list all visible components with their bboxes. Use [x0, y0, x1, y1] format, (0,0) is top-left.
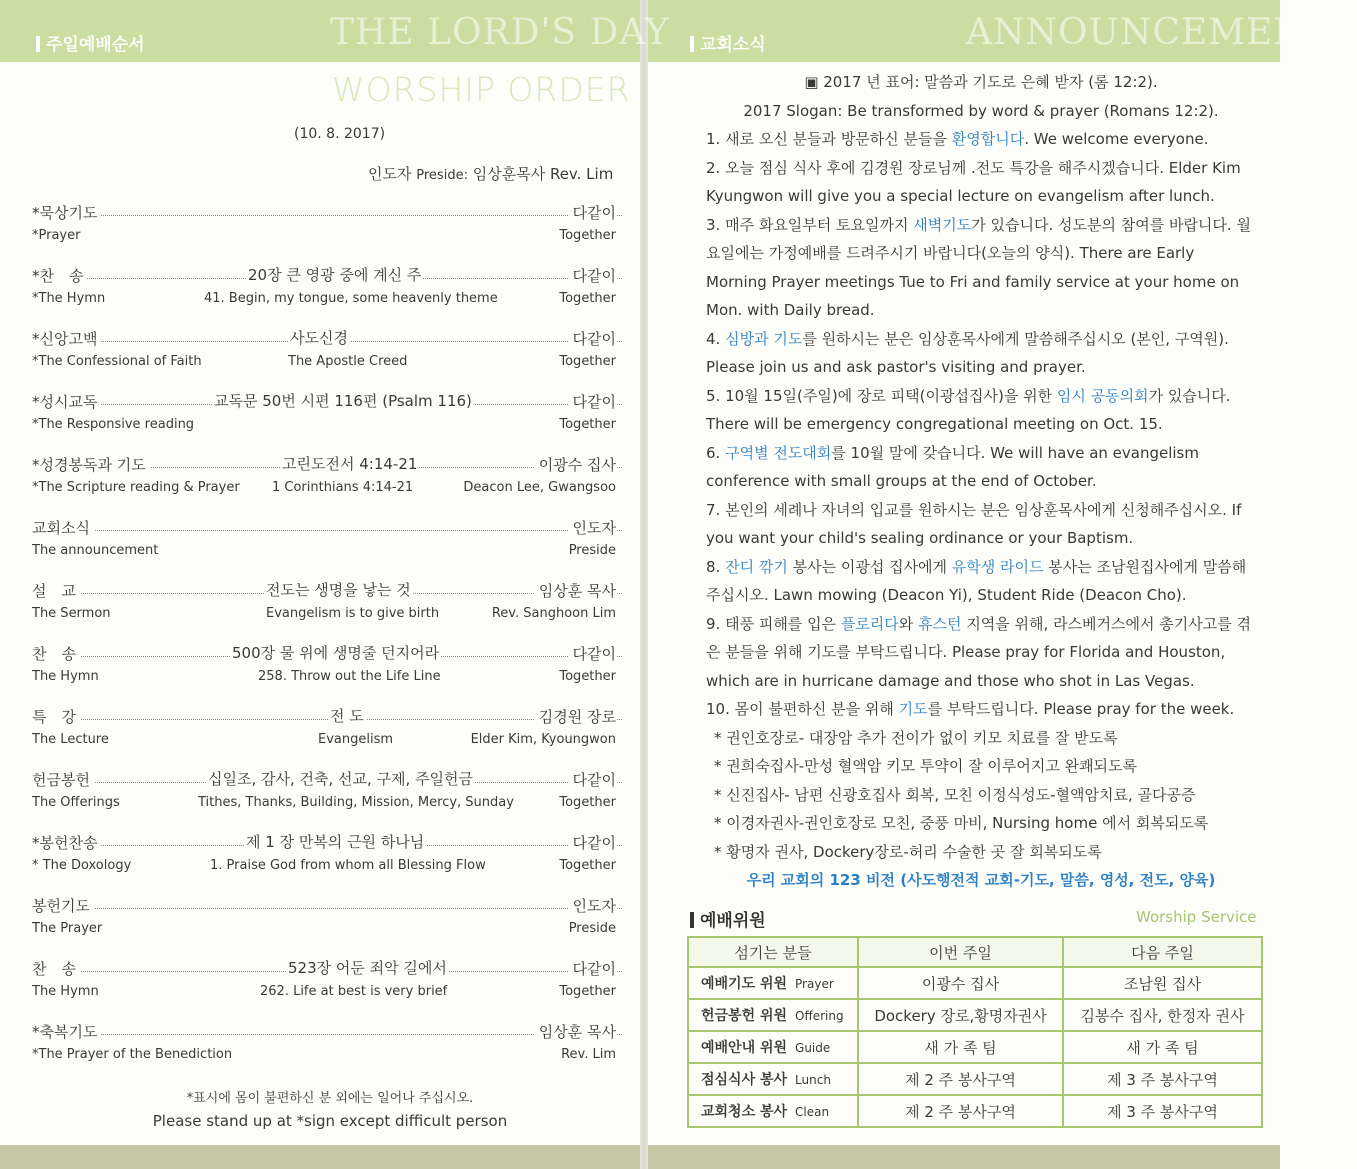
highlight-text: 환영합니다 — [951, 130, 1025, 148]
order-er: Elder Kim, Kyoungwon — [470, 732, 616, 747]
slogan-en: 2017 Slogan: Be transformed by word & prayer (Romans 12:2). — [743, 101, 1219, 120]
role-en: Lunch — [795, 1073, 831, 1087]
role-cell — [688, 999, 858, 1031]
order-item — [32, 958, 622, 1021]
announcement-text: 2. 오늘 점심 식사 후에 김경원 장로님께 .전도 특강을 해주시겠습니다. Elder Kim Kyungwon will give you a special lecture on evangelism after lunch. — [706, 158, 1241, 205]
worship-service-table — [687, 936, 1263, 1128]
order-e: The announcement — [32, 543, 159, 558]
assignee-cell: 제 3 주 봉사구역 — [1063, 1063, 1262, 1095]
order-e: *The Responsive reading — [32, 417, 195, 432]
role-ko: 교회청소 봉사 — [701, 1104, 788, 1120]
announcement-item — [706, 695, 1256, 724]
announcement-item — [706, 610, 1256, 696]
highlight-text: 플로리다 — [840, 614, 899, 633]
order-k: 봉헌기도 — [32, 895, 94, 916]
slogan-ko: ▣ 2017 년 표어: 말씀과 기도로 은혜 받자 (롬 12:2). — [804, 73, 1158, 91]
order-item — [32, 454, 622, 517]
order-item — [32, 328, 622, 391]
order-m: 십일조, 감사, 건축, 선교, 구제, 주일헌금 — [208, 770, 474, 788]
order-r: 다같이 — [569, 202, 616, 223]
order-r: 다같이 — [569, 391, 616, 412]
highlight-text: 구역별 전도대회 — [725, 443, 832, 462]
announcement-text: 4. — [706, 329, 726, 348]
prayer-request: * 황명자 권사, Dockery장로-허리 수술한 곳 잘 회복되도록 — [714, 842, 1102, 861]
order-m: 500장 물 위에 생명줄 던지어라 — [232, 644, 440, 662]
table-row — [688, 1063, 1262, 1095]
announcement-text: 10. 몸이 불편하신 분을 위해 — [706, 700, 899, 718]
order-em: 41. Begin, my tongue, some heavenly theme — [204, 291, 498, 306]
announcement-text: 7. 본인의 세례나 자녀의 입교를 원하시는 분은 임상훈목사에게 신청해주십시오. If you want your child's sealing ordinance or your Baptism. — [706, 500, 1242, 547]
role-cell — [688, 967, 858, 999]
order-e: The Hymn — [32, 669, 99, 684]
announcement-text: 6. — [706, 443, 726, 462]
highlight-text: 임시 공동의회 — [1056, 386, 1149, 405]
order-k: 찬 송 — [32, 643, 80, 664]
order-er: Together — [559, 984, 616, 999]
leader-dots — [32, 530, 622, 531]
order-r: 다같이 — [569, 769, 616, 790]
order-e: The Sermon — [32, 606, 111, 621]
order-k: 설 교 — [32, 580, 80, 601]
order-em: 1 Corinthians 4:14-21 — [272, 480, 414, 495]
order-em: 262. Life at best is very brief — [260, 984, 448, 999]
order-item — [32, 202, 622, 265]
announcement-text: 를 10월 말에 갖습니다. We will have an evangelism conference with small groups at the end of October. — [706, 443, 1199, 490]
table-row — [688, 999, 1262, 1031]
announcement-text: 8. — [706, 557, 726, 576]
order-item — [32, 265, 622, 328]
announcement-text: 를 부탁드립니다. Please pray for the week. — [927, 700, 1235, 718]
order-r: 임상훈 목사 — [535, 1021, 616, 1042]
role-en: Offering — [795, 1009, 844, 1023]
table-header: 다음 주일 — [1063, 937, 1262, 967]
order-er: Together — [559, 858, 616, 873]
announcement-item — [706, 382, 1256, 439]
order-er: Together — [559, 354, 616, 369]
order-e: *The Hymn — [32, 291, 106, 306]
role-en: Guide — [795, 1041, 831, 1055]
worship-order-title: WORSHIP ORDER — [332, 70, 631, 109]
order-r: 인도자 — [569, 895, 616, 916]
order-em: 258. Throw out the Life Line — [258, 669, 441, 684]
order-em: The Apostle Creed — [288, 354, 408, 369]
announcement-item — [706, 154, 1256, 211]
leader-dots — [32, 719, 622, 720]
order-r: 다같이 — [569, 958, 616, 979]
role-cell — [688, 1063, 858, 1095]
prayer-request: * 이경자권사-권인호장로 모친, 중풍 마비, Nursing home 에서 회복되도록 — [714, 814, 1209, 832]
order-er: Together — [559, 669, 616, 684]
announcement-text: 5. 10월 15일(주일)에 장로 피택(이광섭집사)을 위한 — [706, 386, 1057, 405]
order-m: 사도신경 — [290, 329, 348, 347]
role-ko: 예배기도 위원 — [701, 976, 788, 992]
worship-section-label: 주일예배순서 — [36, 30, 145, 55]
assignee-cell: 제 3 주 봉사구역 — [1063, 1095, 1262, 1127]
worship-order-list — [32, 202, 622, 1084]
announcement-text: 가 있습니다. 성도분의 참여를 바랍니다. 월요일에는 가정예배를 드려주시기 바랍니다(오늘의 양식). There are Early Morning Prayer meetings Tue to Fri and family service at your home on Mon. with Daily bread. — [706, 215, 1251, 319]
role-ko: 점심식사 봉사 — [701, 1072, 788, 1088]
announcement-item — [706, 496, 1256, 553]
order-m: 전도는 생명을 낳는 것 — [266, 581, 411, 599]
assignee-cell: Dockery 장로,황명자권사 — [858, 999, 1063, 1031]
announcement-text: 를 원하시는 분은 임상훈목사에게 말씀해주십시오 (본인, 구역원). Please join us and ask pastor's visiting and prayer. — [706, 329, 1229, 376]
order-k: 특 강 — [32, 706, 80, 727]
highlight-text: 잔디 깎기 — [725, 557, 788, 576]
worship-service-heading: 예배위원 — [690, 906, 766, 931]
table-row — [688, 1031, 1262, 1063]
announcement-item — [706, 325, 1256, 382]
order-k: *성경봉독과 기도 — [32, 454, 150, 475]
order-em: Evangelism — [318, 732, 394, 747]
order-er: Together — [559, 417, 616, 432]
assignee-cell: 제 2 주 봉사구역 — [858, 1063, 1063, 1095]
order-k: *묵상기도 — [32, 202, 101, 223]
role-cell — [688, 1031, 858, 1063]
table-header: 이번 주일 — [858, 937, 1063, 967]
order-k: *찬 송 — [32, 265, 87, 286]
table-row — [688, 1095, 1262, 1127]
assignee-cell: 제 2 주 봉사구역 — [858, 1095, 1063, 1127]
order-m: 제 1 장 만복의 근원 하나님 — [246, 833, 425, 851]
order-k: *신앙고백 — [32, 328, 101, 349]
prayer-request: * 권인호장로- 대장암 추가 전이가 없이 키모 치료를 잘 받도록 — [714, 728, 1118, 747]
ghost-title-left: THE LORD'S DAY — [330, 12, 670, 53]
order-item — [32, 832, 622, 895]
order-item — [32, 895, 622, 958]
order-k: *봉헌찬송 — [32, 832, 101, 853]
assignee-cell: 김봉수 집사, 한정자 권사 — [1063, 999, 1262, 1031]
order-item — [32, 1021, 622, 1084]
order-er: Together — [559, 228, 616, 243]
highlight-text: 새벽기도 — [913, 215, 972, 234]
order-r: 임상훈 목사 — [535, 580, 616, 601]
announcement-text: 봉사는 이광섭 집사에게 — [787, 557, 952, 576]
right-footer-bar — [648, 1145, 1280, 1169]
order-k: 헌금봉헌 — [32, 769, 94, 790]
assignee-cell: 조남원 집사 — [1063, 967, 1262, 999]
order-em: Evangelism is to give birth — [266, 606, 440, 621]
order-em: Tithes, Thanks, Building, Mission, Mercy, Sunday — [198, 795, 514, 810]
order-e: *The Scripture reading & Prayer — [32, 480, 240, 495]
order-er: Rev. Sanghoon Lim — [491, 606, 616, 621]
order-k: *성시교독 — [32, 391, 101, 412]
announcement-text: . We welcome everyone. — [1024, 130, 1209, 148]
order-m: 고린도전서 4:14-21 — [282, 455, 418, 473]
order-e: The Prayer — [32, 921, 103, 936]
order-r: 다같이 — [569, 328, 616, 349]
announcement-item — [706, 553, 1256, 610]
ghost-title-right: ANNOUNCEMENTS — [966, 12, 1357, 53]
order-r: 다같이 — [569, 832, 616, 853]
order-er: Together — [559, 795, 616, 810]
order-k: 찬 송 — [32, 958, 80, 979]
service-date: (10. 8. 2017) — [294, 126, 386, 142]
highlight-text: 기도 — [898, 700, 928, 718]
order-m: 523장 어둔 죄악 길에서 — [288, 959, 447, 977]
role-en: Clean — [795, 1105, 830, 1119]
role-en: Prayer — [795, 977, 834, 991]
announce-section-label: 교회소식 — [690, 30, 766, 55]
assignee-cell: 이광수 집사 — [858, 967, 1063, 999]
leader-dots — [32, 908, 622, 909]
order-r: 다같이 — [569, 265, 616, 286]
order-m: 교독문 50번 시편 116편 (Psalm 116) — [214, 392, 472, 410]
order-r: 다같이 — [569, 643, 616, 664]
order-item — [32, 643, 622, 706]
announcement-text: 가 있습니다. There will be emergency congregational meeting on Oct. 15. — [706, 386, 1231, 433]
announcement-item — [706, 439, 1256, 496]
announcement-item — [706, 211, 1256, 325]
worship-service-eng: Worship Service — [1136, 908, 1257, 926]
order-m: 전 도 — [330, 707, 364, 725]
order-er: Rev. Lim — [561, 1047, 616, 1062]
order-m: 20장 큰 영광 중에 계신 주 — [248, 266, 422, 284]
highlight-text: 심방과 기도 — [725, 329, 803, 348]
table-row — [688, 967, 1262, 999]
order-er: Preside — [568, 543, 616, 558]
role-ko: 예배안내 위원 — [701, 1040, 788, 1056]
order-er: Deacon Lee, Gwangsoo — [463, 480, 616, 495]
announcement-text: 3. 매주 화요일부터 토요일까지 — [706, 215, 914, 234]
table-header: 섬기는 분들 — [688, 937, 858, 967]
order-r: 김경원 장로 — [535, 706, 616, 727]
announcement-text: 9. 태풍 피해를 입은 — [706, 614, 841, 633]
highlight-text: 휴스턴 — [918, 614, 962, 633]
order-e: * The Doxology — [32, 858, 132, 873]
prayer-request: * 권희숙집사-만성 혈액암 키모 투약이 잘 이루어지고 완쾌되도록 — [714, 757, 1138, 775]
role-cell — [688, 1095, 858, 1127]
assignee-cell: 새 가 족 팀 — [858, 1031, 1063, 1063]
leader-dots — [32, 215, 622, 216]
vision-line: 우리 교회의 123 비전 (사도행전적 교회-기도, 말씀, 영성, 전도, 양육) — [746, 871, 1216, 889]
order-e: *The Prayer of the Benediction — [32, 1047, 233, 1062]
preside-line: 인도자 Preside: 임상훈목사 Rev. Lim — [368, 165, 614, 183]
announcement-item — [706, 125, 1256, 154]
standing-note: *표시에 몸이 불편하신 분 외에는 일어나 주십시오. Please stand up at *sign except difficult person — [152, 1091, 508, 1130]
prayer-request: * 신진집사- 남편 신광호집사 회복, 모친 이정식성도-혈액암치료, 골다공증 — [714, 785, 1196, 804]
order-r: 이광수 집사 — [535, 454, 616, 475]
page-fold — [640, 0, 648, 1169]
order-e: The Hymn — [32, 984, 99, 999]
order-r: 인도자 — [569, 517, 616, 538]
announcements — [706, 68, 1256, 895]
announcement-text: 와 — [898, 614, 919, 633]
order-k: 교회소식 — [32, 517, 94, 538]
order-er: Preside — [568, 921, 616, 936]
order-e: *The Confessional of Faith — [32, 354, 202, 369]
order-item — [32, 517, 622, 580]
order-item — [32, 706, 622, 769]
order-item — [32, 580, 622, 643]
role-ko: 헌금봉헌 위원 — [701, 1008, 788, 1024]
highlight-text: 유학생 라이드 — [951, 557, 1044, 576]
left-footer-bar — [0, 1145, 640, 1169]
order-e: *Prayer — [32, 228, 81, 243]
announcement-text: 1. 새로 오신 분들과 방문하신 분들을 — [706, 130, 952, 148]
order-e: The Offerings — [32, 795, 120, 810]
order-e: The Lecture — [32, 732, 109, 747]
order-er: Together — [559, 291, 616, 306]
order-item — [32, 769, 622, 832]
announcement-text: 봉사는 조남원집사에게 말씀해주십시오. Lawn mowing (Deacon Yi), Student Ride (Deacon Cho). — [706, 557, 1247, 604]
order-item — [32, 391, 622, 454]
announcement-text: 지역을 위해, 라스베거스에서 총기사고를 겪은 분들을 위해 기도를 부탁드립니다. Please pray for Florida and Houston, which are in hurricane damage and those who shot in Las Vegas. — [706, 614, 1251, 690]
order-k: *축복기도 — [32, 1021, 101, 1042]
order-em: 1. Praise God from whom all Blessing Flow — [210, 858, 486, 873]
assignee-cell: 새 가 족 팀 — [1063, 1031, 1262, 1063]
leader-dots — [32, 1034, 622, 1035]
